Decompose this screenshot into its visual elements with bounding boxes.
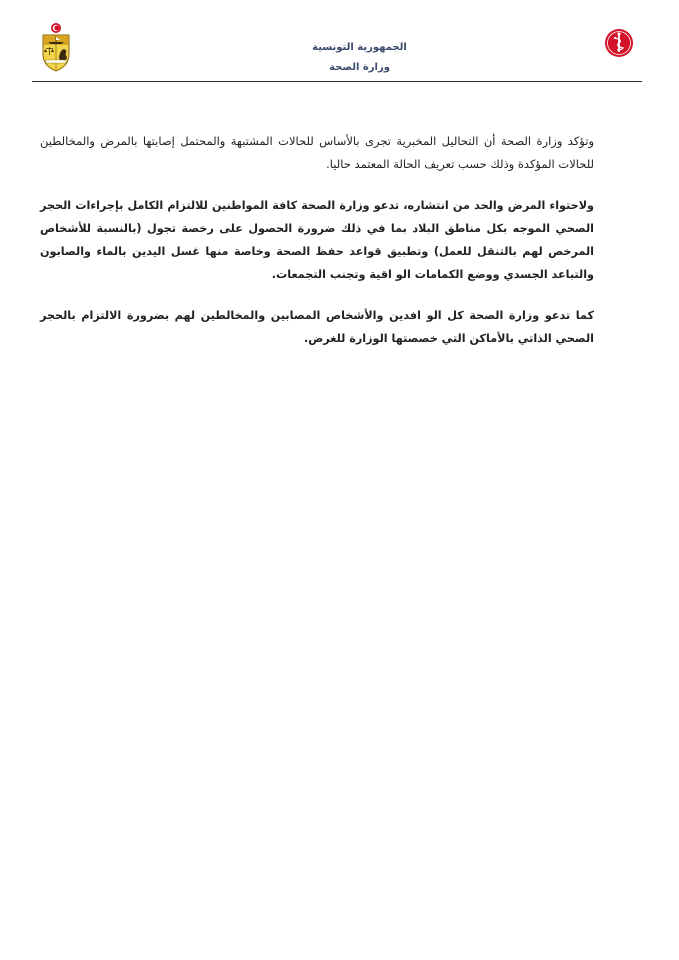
paragraph-self-isolation: كما تدعو وزارة الصحة كل الو افدين والأشخاص المصابين والمخالطين لهم بضرورة الالتزام بالحجر الصحي الذاتي بالأماكن التي خصصتها الوزارة للغرض. <box>40 309 594 345</box>
ministry-name: وزارة الصحة <box>329 62 390 73</box>
letterhead-titles <box>232 38 487 78</box>
paragraph-testing: وتؤكد وزارة الصحة أن التحاليل المخبرية تجرى بالأساس للحالات المشتبهة والمحتمل إصابتها بالمرض والمخالطين للحالات المؤكدة وذلك حسب تعريف الحالة المعتمد حاليا. <box>40 134 594 171</box>
republic-name: الجمهورية التونسية <box>312 42 407 53</box>
paragraph-containment: ولاحتواء المرض والحد من انتشاره، تدعو وزارة الصحة كافة المواطنين للالتزام الكامل بإجراءات الحجر الصحي الموجه بكل مناطق البلاد بما في ذلك ضرورة الحصول على رخصة تجول (بالنسبة للأشخاص المرخص لهم بالتنقل للعمل) وتطبيق قواعد حفظ الصحة وخاصة منها غسل اليدين بالماء والصابون والتباعد الجسدي ووضع الكمامات الو اقية وتجنب التجمعات. <box>40 199 594 281</box>
ministry-of-health-logo-icon <box>604 28 634 58</box>
tunisia-coat-of-arms-icon <box>38 22 74 74</box>
header-divider <box>32 81 642 83</box>
document-body <box>40 130 594 350</box>
letterhead <box>32 18 642 82</box>
